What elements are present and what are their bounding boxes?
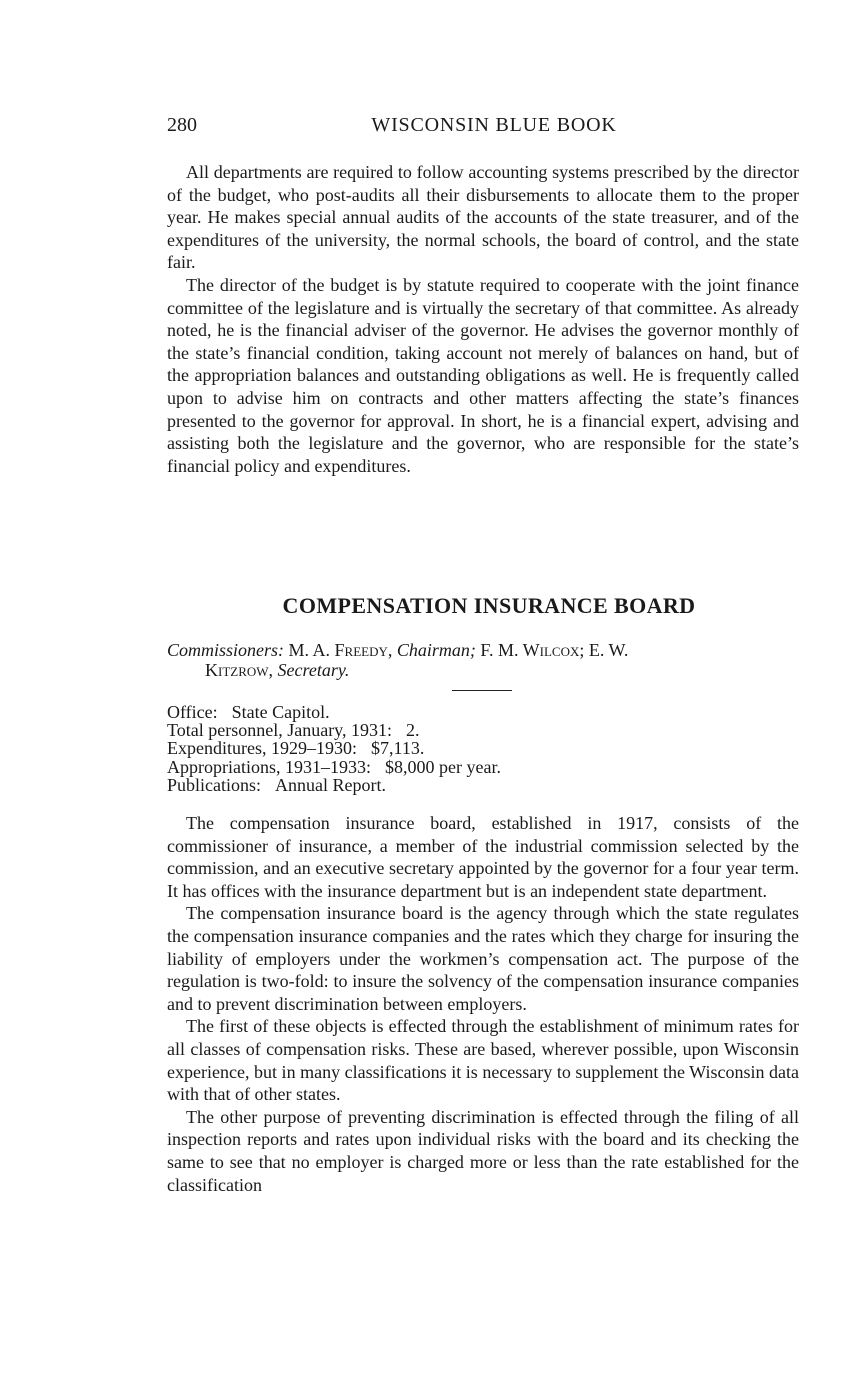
commissioner-title: Chairman; [396, 640, 476, 660]
commissioner-title: Secretary. [277, 660, 350, 680]
fact-expenditures [167, 739, 799, 757]
book-page [167, 0, 799, 1380]
commissioners-line [167, 640, 799, 680]
fact-publications [167, 776, 799, 794]
fact-label: Expenditures, 1929–1930: [167, 738, 357, 759]
paragraph: The compensation insurance board, established in 1917, consists of the commissioner of insurance, a member of the industrial commission selected by the commission, and an executive secretary appointed by the governor for a four year term. It has offices with the insurance department but is an independent state department. [167, 813, 799, 901]
fact-label: Total personnel, January, 1931: [167, 720, 393, 741]
intro-text [167, 161, 799, 477]
paragraph: The director of the budget is by statute required to cooperate with the joint finance committee of the legislature and is virtually the secretary of that committee. As already noted, he is the financial adviser of the governor. He advises the governor monthly of the state’s financial condition, taking account not merely of balances on hand, but of the appropriation balances and outstanding obligations as well. He is frequently called upon to advise him on contracts and other matters affecting the state’s finances presented to the governor for approval. In short, he is a financial expert, advising and assisting both the legislature and the governor, who are responsible for the state’s financial policy and expenditures. [167, 274, 799, 476]
running-header [167, 112, 799, 138]
commissioner-name: Kitzrow, [205, 660, 274, 680]
fact-value: $7,113. [370, 738, 425, 759]
commissioner-name: M. A. Freedy, [288, 640, 393, 660]
fact-value: Annual Report. [275, 774, 386, 795]
fact-label: Appropriations, 1931–1933: [167, 756, 371, 777]
fact-office [167, 703, 799, 721]
paragraph: The compensation insurance board is the agency through which the state regulates the compensation insurance companies and the rates which they charge for insuring the liability of employers under the workmen’s compensation act. The purpose of the regulation is two-fold: to insure the solvency of the compensation insurance companies and to prevent discrimination between employers. [167, 903, 799, 1014]
section-text [167, 812, 799, 1196]
fact-appropriations [167, 758, 799, 776]
commissioners-label: Commissioners: [167, 640, 285, 660]
fact-value: State Capitol. [231, 702, 330, 722]
page-number: 280 [167, 114, 197, 136]
divider-rule [452, 690, 512, 691]
fact-personnel [167, 721, 799, 739]
commissioner-name: F. M. Wilcox; E. W. [480, 640, 629, 660]
paragraph: All departments are required to follow accounting systems prescribed by the director of the budget, who post-audits all their disbursements to allocate them to the proper year. He makes special annual audits of the accounts of the state treasurer, and of the expenditures of the university, the normal schools, the board of control, and the state fair. [167, 162, 799, 273]
facts-list [167, 703, 799, 794]
paragraph: The other purpose of preventing discrimination is effected through the filing of all inspection reports and rates upon individual risks with the board and its checking the same to see that no employer is charged more or less than the rate established for the classification [167, 1106, 799, 1195]
fact-value: 2. [406, 720, 420, 741]
section-heading: COMPENSATION INSURANCE BOARD [282, 593, 696, 618]
fact-label: Office: [167, 702, 218, 722]
paragraph: The first of these objects is effected through the establishment of minimum rates for all classes of compensation risks. These are based, wherever possible, upon Wisconsin experience, but in many classifications it is necessary to supplement the Wisconsin data with that of other states. [167, 1016, 799, 1105]
running-title: WISCONSIN BLUE BOOK [371, 114, 617, 136]
fact-value: $8,000 per year. [385, 756, 501, 777]
fact-label: Publications: [167, 774, 261, 795]
